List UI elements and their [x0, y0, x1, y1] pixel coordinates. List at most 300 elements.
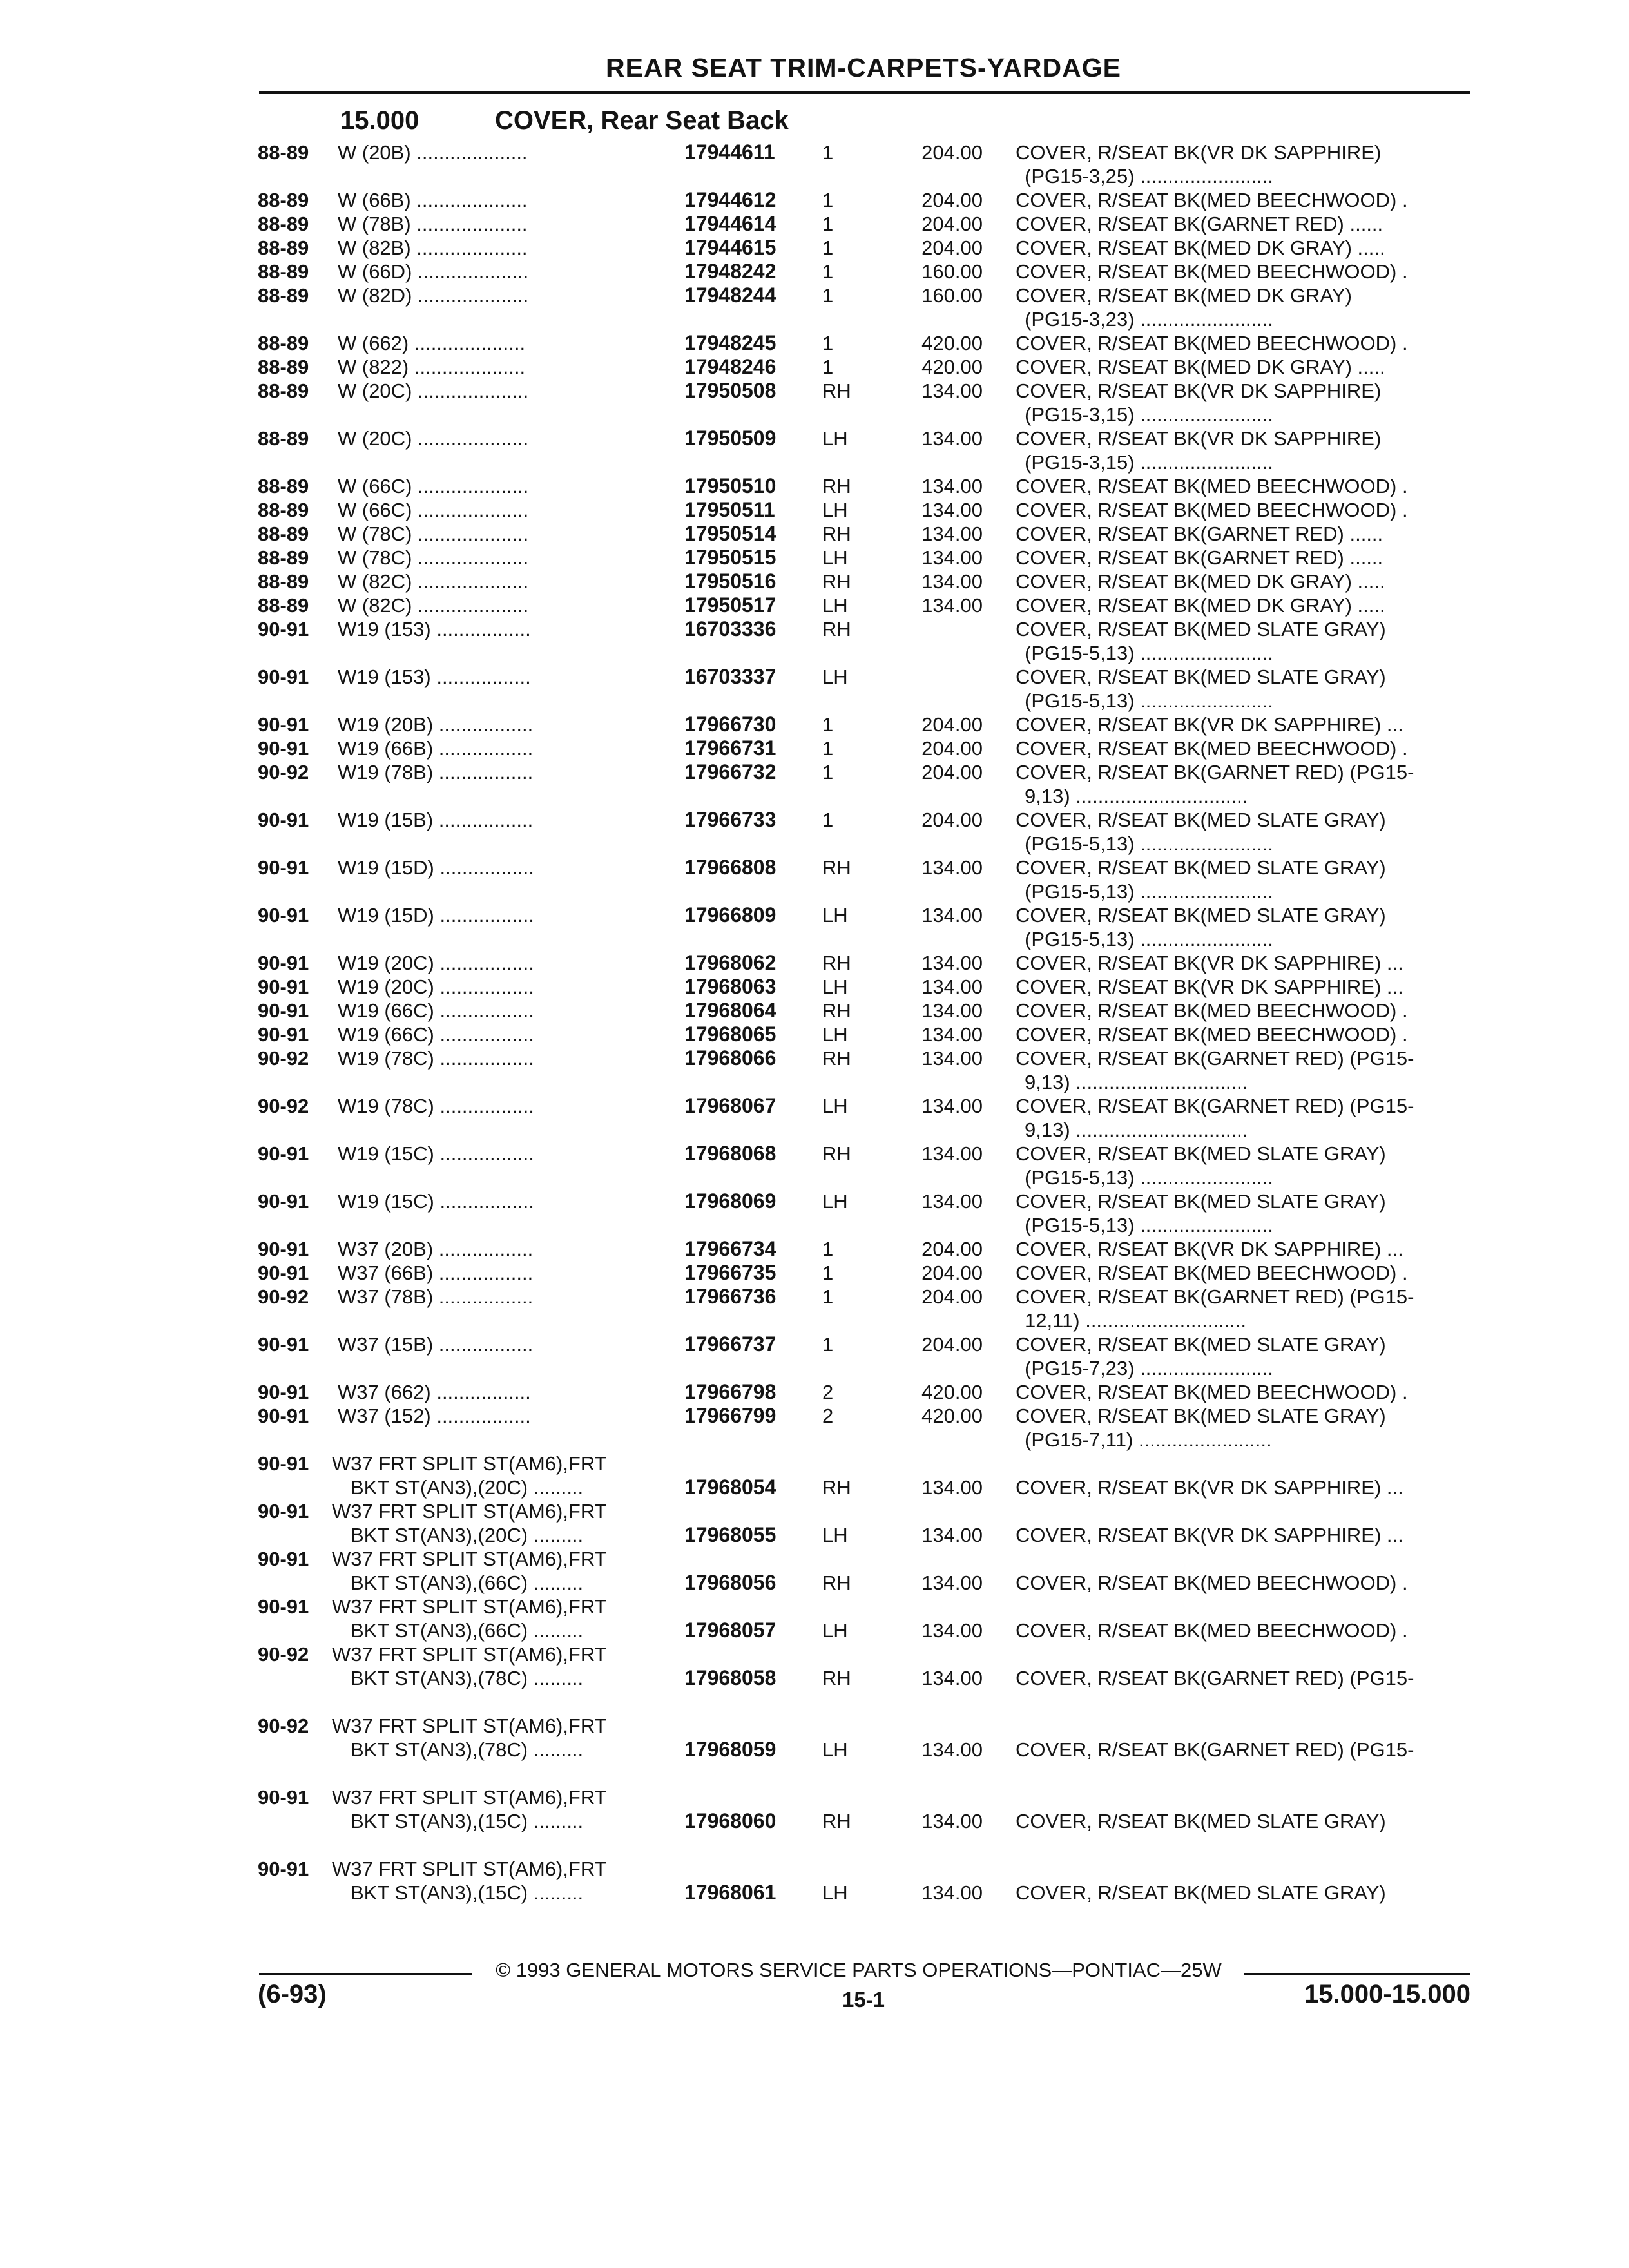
year-range: 88-89 [258, 523, 309, 545]
part-number: 17968055 [684, 1523, 776, 1546]
year-range: 90-91 [258, 618, 309, 640]
year-range: 90-92 [258, 1285, 309, 1308]
price: 134.00 [921, 856, 983, 879]
table-row [0, 903, 1629, 951]
table-row [0, 1499, 1629, 1547]
model-usage: W37 FRT SPLIT ST(AM6),FRT [332, 1858, 607, 1880]
price: 160.00 [921, 284, 983, 307]
row-line [0, 927, 1629, 951]
part-description: COVER, R/SEAT BK(MED BEECHWOOD) . [1016, 737, 1408, 760]
price: 134.00 [921, 1571, 983, 1594]
quantity: 1 [822, 809, 834, 831]
part-number: 17968056 [684, 1571, 776, 1594]
part-number: 17944612 [684, 188, 776, 211]
price: 204.00 [921, 761, 983, 783]
part-number: 16703336 [684, 617, 776, 640]
model-usage: W19 (78C) ................. [338, 1095, 534, 1117]
model-usage: W37 FRT SPLIT ST(AM6),FRT [332, 1500, 607, 1523]
price: 204.00 [921, 236, 983, 259]
quantity: 1 [822, 356, 834, 378]
row-line [0, 1857, 1629, 1881]
year-range: 90-91 [258, 975, 309, 998]
part-description: (PG15-5,13) ........................ [1025, 642, 1273, 664]
table-row [0, 498, 1629, 522]
price: 420.00 [921, 1381, 983, 1403]
part-number: 17948245 [684, 331, 776, 354]
quantity: LH [822, 1190, 848, 1213]
year-range: 90-91 [258, 1858, 309, 1880]
table-row [0, 570, 1629, 593]
part-description: (PG15-5,13) ........................ [1025, 689, 1273, 712]
year-range: 90-91 [258, 737, 309, 760]
table-row [0, 1046, 1629, 1094]
quantity: RH [822, 856, 851, 879]
row-line [0, 1261, 1629, 1285]
table-row [0, 1142, 1629, 1189]
part-description: COVER, R/SEAT BK(MED SLATE GRAY) [1016, 1333, 1386, 1356]
quantity: RH [822, 523, 851, 545]
row-line [0, 1285, 1629, 1309]
year-range: 88-89 [258, 284, 309, 307]
price: 134.00 [921, 1619, 983, 1642]
part-number: 17948244 [684, 284, 776, 307]
part-number: 17966736 [684, 1285, 776, 1308]
table-row [0, 1094, 1629, 1142]
part-description: COVER, R/SEAT BK(MED DK GRAY) ..... [1016, 356, 1385, 378]
model-usage: W (82C) .................... [338, 594, 529, 617]
year-range: 90-91 [258, 713, 309, 736]
quantity: 1 [822, 332, 834, 354]
year-range: 88-89 [258, 141, 309, 164]
model-usage: W37 FRT SPLIT ST(AM6),FRT [332, 1715, 607, 1737]
part-number: 17968058 [684, 1666, 776, 1689]
table-row [0, 1189, 1629, 1237]
part-number: 17950515 [684, 546, 776, 569]
table-row [0, 593, 1629, 617]
model-usage: BKT ST(AN3),(66C) ......... [351, 1571, 584, 1594]
year-range: 88-89 [258, 380, 309, 402]
price: 134.00 [921, 1023, 983, 1046]
model-usage: W19 (66C) ................. [338, 999, 534, 1022]
part-number: 17950514 [684, 522, 776, 545]
model-usage: W19 (20C) ................. [338, 975, 534, 998]
model-usage: W19 (20B) ................. [338, 713, 534, 736]
table-row [0, 284, 1629, 331]
table-row [0, 331, 1629, 355]
part-description: COVER, R/SEAT BK(MED DK GRAY) ..... [1016, 236, 1385, 259]
year-range: 88-89 [258, 236, 309, 259]
row-line [0, 975, 1629, 999]
row-line [0, 1023, 1629, 1046]
part-description: COVER, R/SEAT BK(MED DK GRAY) ..... [1016, 570, 1385, 593]
quantity: RH [822, 618, 851, 640]
row-line [0, 951, 1629, 975]
row-line [0, 1213, 1629, 1237]
part-number: 17968064 [684, 999, 776, 1022]
quantity: RH [822, 999, 851, 1022]
year-range: 88-89 [258, 427, 309, 450]
row-line [0, 1309, 1629, 1332]
part-number: 17950508 [684, 379, 776, 402]
row-line [0, 713, 1629, 736]
model-usage: W (662) .................... [338, 332, 526, 354]
model-usage: W37 (15B) ................. [338, 1333, 534, 1356]
part-number: 16703337 [684, 665, 776, 688]
table-row [0, 236, 1629, 260]
year-range: 90-91 [258, 1595, 309, 1618]
quantity: 2 [822, 1405, 834, 1427]
model-usage: W37 FRT SPLIT ST(AM6),FRT [332, 1643, 607, 1666]
footer-rule-left [259, 1973, 472, 1975]
table-row [0, 546, 1629, 570]
quantity: 1 [822, 713, 834, 736]
part-number: 17966732 [684, 760, 776, 783]
price: 204.00 [921, 141, 983, 164]
quantity: LH [822, 427, 848, 450]
price: 134.00 [921, 952, 983, 974]
part-description: COVER, R/SEAT BK(VR DK SAPPHIRE) [1016, 427, 1382, 450]
price: 134.00 [921, 594, 983, 617]
row-line [0, 1452, 1629, 1475]
row-line [0, 760, 1629, 784]
row-line [0, 784, 1629, 808]
part-description: COVER, R/SEAT BK(MED SLATE GRAY) [1016, 618, 1386, 640]
part-description: COVER, R/SEAT BK(GARNET RED) (PG15- [1016, 761, 1414, 783]
table-row [0, 1547, 1629, 1595]
price: 134.00 [921, 1667, 983, 1689]
row-line [0, 1428, 1629, 1452]
row-line [0, 1809, 1629, 1833]
quantity: RH [822, 952, 851, 974]
part-number: 17966733 [684, 808, 776, 831]
part-number: 17966799 [684, 1404, 776, 1427]
part-description: (PG15-3,25) ........................ [1025, 165, 1273, 187]
row-line [0, 1785, 1629, 1809]
part-number: 17944614 [684, 212, 776, 235]
price: 134.00 [921, 1095, 983, 1117]
year-range: 90-91 [258, 1238, 309, 1260]
part-number: 17966730 [684, 713, 776, 736]
table-row [0, 474, 1629, 498]
part-description: COVER, R/SEAT BK(GARNET RED) (PG15- [1016, 1047, 1414, 1070]
table-row [0, 1332, 1629, 1380]
part-number: 17968059 [684, 1738, 776, 1761]
model-usage: W (66D) .................... [338, 260, 529, 283]
part-description: COVER, R/SEAT BK(MED BEECHWOOD) . [1016, 1023, 1408, 1046]
model-usage: W (78C) .................... [338, 546, 529, 569]
part-description: COVER, R/SEAT BK(MED SLATE GRAY) [1016, 666, 1386, 688]
model-usage: W (78C) .................... [338, 523, 529, 545]
price: 134.00 [921, 427, 983, 450]
part-description: COVER, R/SEAT BK(VR DK SAPPHIRE) [1016, 141, 1382, 164]
model-usage: W37 FRT SPLIT ST(AM6),FRT [332, 1452, 607, 1475]
model-usage: W19 (20C) ................. [338, 952, 534, 974]
table-row [0, 379, 1629, 427]
row-line [0, 140, 1629, 164]
row-line [0, 999, 1629, 1023]
row-line [0, 665, 1629, 689]
row-line [0, 1619, 1629, 1642]
part-number: 17966734 [684, 1237, 776, 1260]
model-usage: W37 (66B) ................. [338, 1262, 534, 1284]
part-description: (PG15-5,13) ........................ [1025, 1166, 1273, 1189]
model-usage: W37 (152) ................. [338, 1405, 531, 1427]
price: 420.00 [921, 332, 983, 354]
year-range: 90-91 [258, 1405, 309, 1427]
part-description: COVER, R/SEAT BK(MED DK GRAY) ..... [1016, 594, 1385, 617]
price: 204.00 [921, 1262, 983, 1284]
model-usage: BKT ST(AN3),(20C) ......... [351, 1476, 584, 1499]
quantity: LH [822, 499, 848, 521]
part-description: COVER, R/SEAT BK(GARNET RED) (PG15- [1016, 1738, 1414, 1761]
model-usage: BKT ST(AN3),(15C) ......... [351, 1810, 584, 1832]
row-line [0, 736, 1629, 760]
part-description: (PG15-7,23) ........................ [1025, 1357, 1273, 1379]
part-description: COVER, R/SEAT BK(MED DK GRAY) [1016, 284, 1352, 307]
row-line [0, 641, 1629, 665]
quantity: LH [822, 904, 848, 927]
part-description: COVER, R/SEAT BK(VR DK SAPPHIRE) ... [1016, 1238, 1403, 1260]
model-usage: W19 (153) ................. [338, 618, 531, 640]
part-description: COVER, R/SEAT BK(VR DK SAPPHIRE) ... [1016, 713, 1403, 736]
row-line [0, 1142, 1629, 1166]
part-description: COVER, R/SEAT BK(VR DK SAPPHIRE) ... [1016, 952, 1403, 974]
year-range: 90-91 [258, 1262, 309, 1284]
section-number: 15.000 [340, 106, 419, 135]
row-line [0, 1642, 1629, 1666]
part-number: 17968057 [684, 1619, 776, 1642]
model-usage: W37 FRT SPLIT ST(AM6),FRT [332, 1548, 607, 1570]
part-number: 17950511 [684, 498, 775, 521]
part-number: 17968065 [684, 1023, 776, 1046]
part-description: COVER, R/SEAT BK(MED BEECHWOOD) . [1016, 332, 1408, 354]
row-line [0, 903, 1629, 927]
price: 420.00 [921, 1405, 983, 1427]
row-line [0, 1595, 1629, 1619]
quantity: 1 [822, 284, 834, 307]
quantity: RH [822, 1142, 851, 1165]
table-row [0, 1785, 1629, 1833]
row-line [0, 212, 1629, 236]
model-usage: W (82D) .................... [338, 284, 529, 307]
price: 204.00 [921, 1285, 983, 1308]
model-usage: W19 (15D) ................. [338, 856, 534, 879]
row-line [0, 879, 1629, 903]
row-line [0, 450, 1629, 474]
row-line [0, 1237, 1629, 1261]
table-row [0, 760, 1629, 808]
footer-rule-right [1244, 1973, 1470, 1975]
row-line [0, 808, 1629, 832]
price: 134.00 [921, 1476, 983, 1499]
quantity: RH [822, 570, 851, 593]
part-number: 17968066 [684, 1046, 776, 1070]
table-row [0, 999, 1629, 1023]
year-range: 90-91 [258, 1023, 309, 1046]
footer-page-number: 15-1 [842, 1988, 885, 2012]
row-line [0, 331, 1629, 355]
row-line [0, 427, 1629, 450]
table-row [0, 212, 1629, 236]
part-number: 17950509 [684, 427, 776, 450]
model-usage: W37 (20B) ................. [338, 1238, 534, 1260]
footer-copyright: © 1993 GENERAL MOTORS SERVICE PARTS OPERATIONS—PONTIAC—25W [496, 1959, 1222, 1981]
year-range: 88-89 [258, 594, 309, 617]
year-range: 90-92 [258, 1047, 309, 1070]
part-description: COVER, R/SEAT BK(MED SLATE GRAY) [1016, 809, 1386, 831]
row-line [0, 1332, 1629, 1356]
row-line [0, 570, 1629, 593]
part-description: COVER, R/SEAT BK(VR DK SAPPHIRE) ... [1016, 1524, 1403, 1546]
year-range: 90-92 [258, 1095, 309, 1117]
model-usage: W (20C) .................... [338, 380, 529, 402]
part-description: COVER, R/SEAT BK(MED SLATE GRAY) [1016, 1190, 1386, 1213]
price: 134.00 [921, 904, 983, 927]
quantity: LH [822, 666, 848, 688]
quantity: 1 [822, 213, 834, 235]
section-title: COVER, Rear Seat Back [495, 106, 789, 135]
year-range: 90-91 [258, 904, 309, 927]
part-description: COVER, R/SEAT BK(MED BEECHWOOD) . [1016, 1571, 1408, 1594]
quantity: RH [822, 1476, 851, 1499]
year-range: 90-91 [258, 1786, 309, 1809]
row-line [0, 832, 1629, 856]
quantity: RH [822, 475, 851, 497]
row-line [0, 1070, 1629, 1094]
model-usage: W19 (15B) ................. [338, 809, 534, 831]
model-usage: BKT ST(AN3),(66C) ......... [351, 1619, 584, 1642]
part-description: 9,13) ............................... [1025, 1119, 1248, 1141]
part-description: COVER, R/SEAT BK(GARNET RED) ...... [1016, 523, 1383, 545]
quantity: 2 [822, 1381, 834, 1403]
row-line [0, 1714, 1629, 1738]
year-range: 88-89 [258, 189, 309, 211]
part-number: 17968063 [684, 975, 776, 998]
model-usage: W (822) .................... [338, 356, 526, 378]
part-number: 17966731 [684, 736, 776, 760]
part-description: COVER, R/SEAT BK(GARNET RED) (PG15- [1016, 1285, 1414, 1308]
part-description: COVER, R/SEAT BK(MED BEECHWOOD) . [1016, 499, 1408, 521]
part-number: 17948246 [684, 355, 776, 378]
part-number: 17968067 [684, 1094, 776, 1117]
price: 204.00 [921, 713, 983, 736]
row-line [0, 593, 1629, 617]
table-row [0, 951, 1629, 975]
row-line [0, 1046, 1629, 1070]
row-line [0, 856, 1629, 879]
price: 160.00 [921, 260, 983, 283]
model-usage: BKT ST(AN3),(20C) ......... [351, 1524, 584, 1546]
table-row [0, 1261, 1629, 1285]
model-usage: W19 (66B) ................. [338, 737, 534, 760]
part-description: (PG15-3,15) ........................ [1025, 403, 1273, 426]
price: 134.00 [921, 1738, 983, 1761]
table-row [0, 522, 1629, 546]
part-number: 17968054 [684, 1475, 776, 1499]
model-usage: W (82C) .................... [338, 570, 529, 593]
price: 134.00 [921, 546, 983, 569]
footer-section-range: 15.000-15.000 [1304, 1980, 1470, 2008]
table-row [0, 856, 1629, 903]
year-range: 90-91 [258, 999, 309, 1022]
year-range: 90-91 [258, 1500, 309, 1523]
model-usage: W (66B) .................... [338, 189, 528, 211]
row-line [0, 1404, 1629, 1428]
model-usage: BKT ST(AN3),(15C) ......... [351, 1881, 584, 1904]
model-usage: W19 (66C) ................. [338, 1023, 534, 1046]
row-line [0, 1189, 1629, 1213]
year-range: 88-89 [258, 475, 309, 497]
part-description: COVER, R/SEAT BK(MED SLATE GRAY) [1016, 904, 1386, 927]
quantity: LH [822, 1881, 848, 1904]
quantity: 1 [822, 1285, 834, 1308]
model-usage: W19 (15C) ................. [338, 1190, 534, 1213]
year-range: 90-92 [258, 1715, 309, 1737]
model-usage: W37 FRT SPLIT ST(AM6),FRT [332, 1786, 607, 1809]
part-number: 17944615 [684, 236, 776, 259]
quantity: RH [822, 1571, 851, 1594]
quantity: 1 [822, 260, 834, 283]
table-row [0, 1023, 1629, 1046]
part-number: 17966808 [684, 856, 776, 879]
part-number: 17966735 [684, 1261, 776, 1284]
table-row [0, 736, 1629, 760]
row-line [0, 546, 1629, 570]
part-description: COVER, R/SEAT BK(MED BEECHWOOD) . [1016, 1262, 1408, 1284]
row-line [0, 498, 1629, 522]
model-usage: BKT ST(AN3),(78C) ......... [351, 1667, 584, 1689]
part-description: COVER, R/SEAT BK(MED SLATE GRAY) [1016, 1405, 1386, 1427]
quantity: LH [822, 1738, 848, 1761]
model-usage: W (20B) .................... [338, 141, 528, 164]
row-line [0, 1523, 1629, 1547]
quantity: 1 [822, 761, 834, 783]
year-range: 90-92 [258, 761, 309, 783]
price: 134.00 [921, 475, 983, 497]
quantity: RH [822, 1810, 851, 1832]
part-description: 9,13) ............................... [1025, 1071, 1248, 1093]
quantity: LH [822, 1023, 848, 1046]
part-number: 17950516 [684, 570, 776, 593]
year-range: 90-91 [258, 1142, 309, 1165]
table-row [0, 713, 1629, 736]
part-description: (PG15-5,13) ........................ [1025, 1214, 1273, 1236]
part-number: 17950510 [684, 474, 776, 497]
quantity: 1 [822, 1262, 834, 1284]
quantity: RH [822, 380, 851, 402]
row-line [0, 307, 1629, 331]
year-range: 90-91 [258, 1190, 309, 1213]
price: 134.00 [921, 499, 983, 521]
year-range: 90-91 [258, 666, 309, 688]
year-range: 88-89 [258, 356, 309, 378]
quantity: 1 [822, 737, 834, 760]
part-number: 17968061 [684, 1881, 776, 1904]
table-row [0, 808, 1629, 856]
table-row [0, 1642, 1629, 1690]
row-line [0, 1094, 1629, 1118]
year-range: 88-89 [258, 332, 309, 354]
table-row [0, 1714, 1629, 1762]
price: 134.00 [921, 380, 983, 402]
part-number: 17968068 [684, 1142, 776, 1165]
model-usage: W (66C) .................... [338, 499, 529, 521]
row-line [0, 284, 1629, 307]
part-number: 17968069 [684, 1189, 776, 1213]
year-range: 88-89 [258, 570, 309, 593]
table-row [0, 1857, 1629, 1905]
model-usage: W19 (78B) ................. [338, 761, 534, 783]
